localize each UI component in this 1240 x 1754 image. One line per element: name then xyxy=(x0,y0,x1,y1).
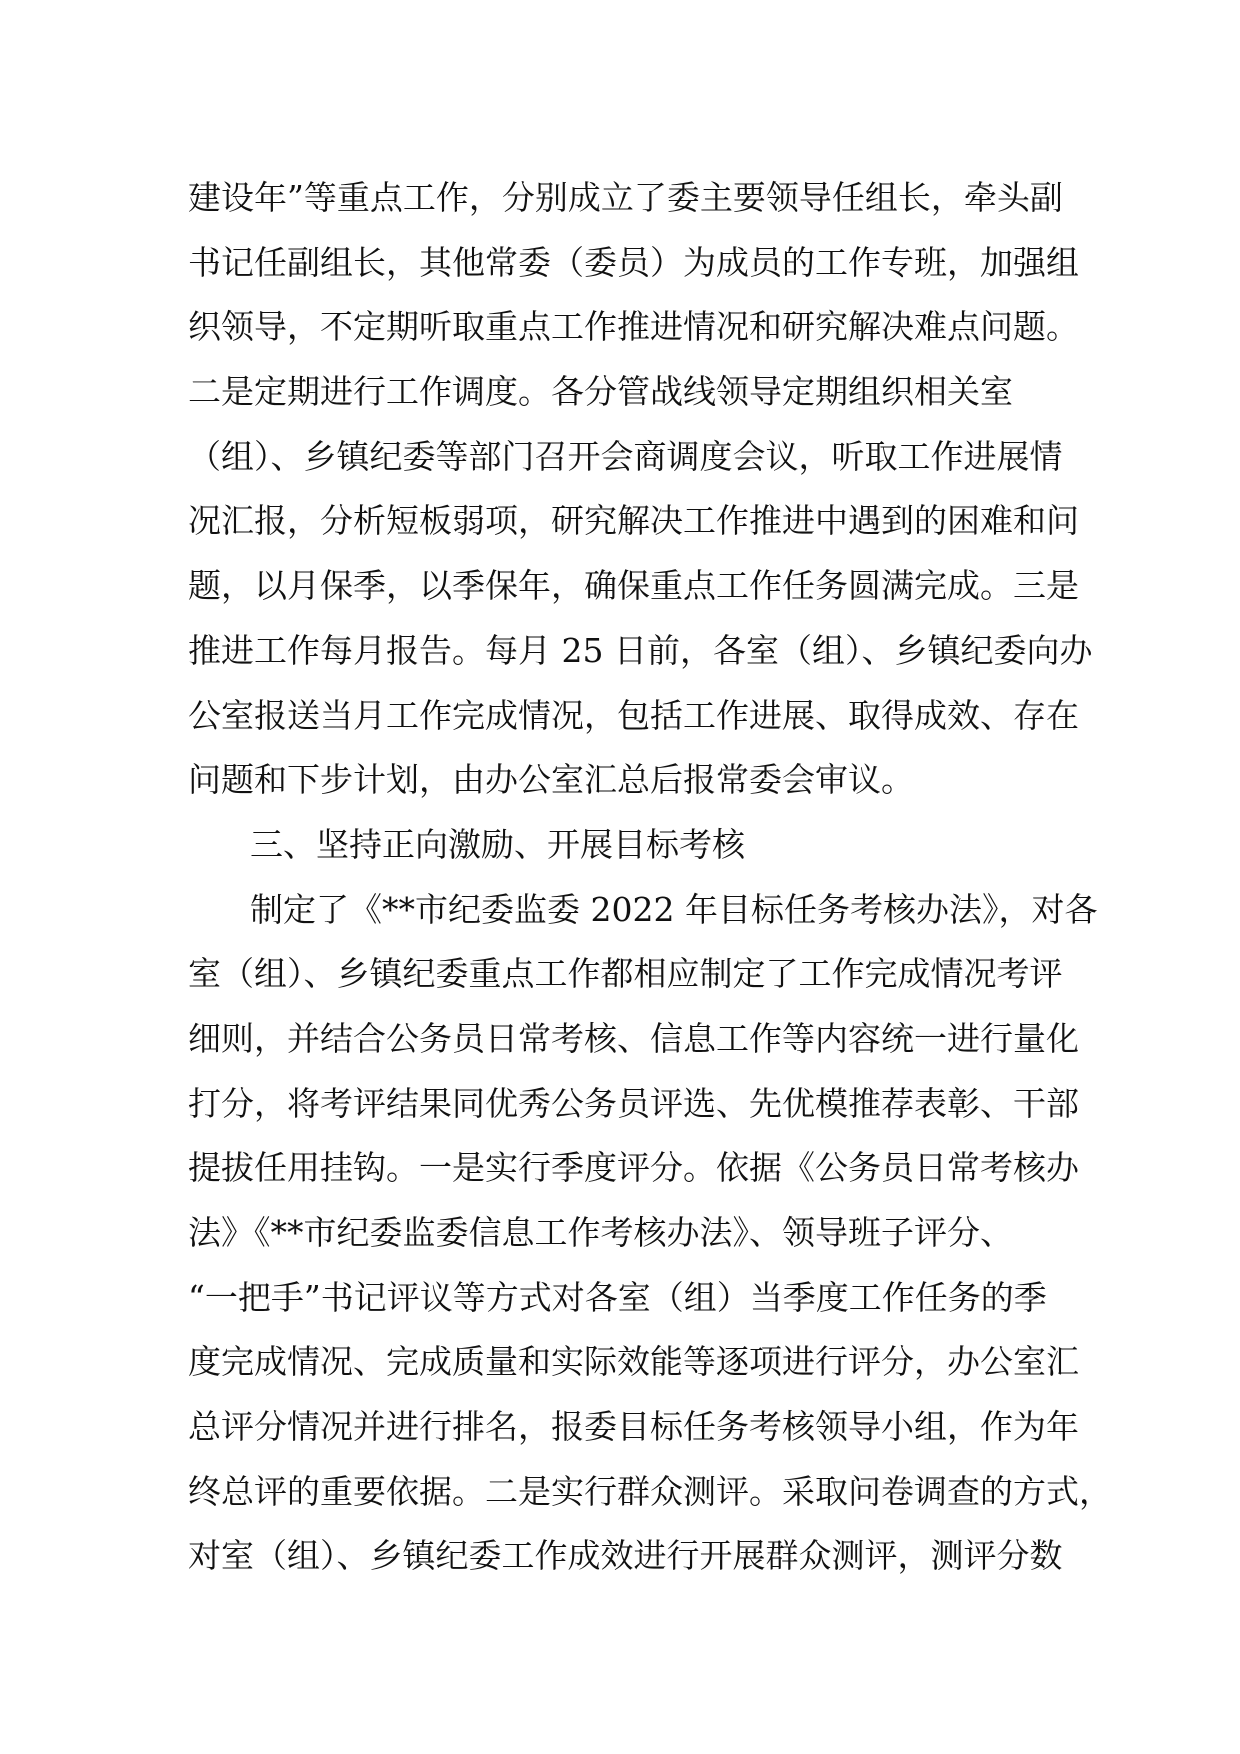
text-line: “一把手”书记评议等方式对各室（组）当季度工作任务的季 xyxy=(188,1277,1047,1317)
text-line: 制定了《**市纪委监委 2022 年目标任务考核办法》，对各 xyxy=(250,889,1098,929)
text-line: 打分，将考评结果同优秀公务员评选、先优模推荐表彰、干部 xyxy=(188,1083,1079,1123)
text-line: 况汇报，分析短板弱项，研究解决工作推进中遇到的困难和问 xyxy=(188,501,1079,541)
text-line: 书记任副组长，其他常委（委员）为成员的工作专班，加强组 xyxy=(188,242,1079,282)
text-line: 二是定期进行工作调度。各分管战线领导定期组织相关室 xyxy=(188,372,1013,412)
text-line: 细则，并结合公务员日常考核、信息工作等内容统一进行量化 xyxy=(188,1018,1079,1058)
text-line: 总评分情况并进行排名，报委目标任务考核领导小组，作为年 xyxy=(188,1407,1079,1447)
text-line: 对室（组）、乡镇纪委工作成效进行开展群众测评，测评分数 xyxy=(188,1536,1063,1576)
text-line: 法》《**市纪委监委信息工作考核办法》、领导班子评分、 xyxy=(188,1213,1013,1252)
document-body xyxy=(188,166,1112,1589)
text-line: 推进工作每月报告。每月 25 日前，各室（组）、乡镇纪委向办 xyxy=(188,630,1093,670)
text-line: 公室报送当月工作完成情况，包括工作进展、取得成效、存在 xyxy=(188,695,1079,735)
section-heading: 三、坚持正向激励、开展目标考核 xyxy=(250,824,745,864)
text-line: （组）、乡镇纪委等部门召开会商调度会议，听取工作进展情 xyxy=(188,436,1063,476)
text-line: 终总评的重要依据。二是实行群众测评。采取问卷调查的方式， xyxy=(188,1471,1112,1511)
text-line: 度完成情况、完成质量和实际效能等逐项进行评分，办公室汇 xyxy=(188,1342,1079,1382)
text-line: 题，以月保季，以季保年，确保重点工作任务圆满完成。三是 xyxy=(188,566,1079,606)
text-line: 问题和下步计划，由办公室汇总后报常委会审议。 xyxy=(188,760,914,800)
text-line: 建设年”等重点工作，分别成立了委主要领导任组长，牵头副 xyxy=(188,178,1063,217)
text-line: 室（组）、乡镇纪委重点工作都相应制定了工作完成情况考评 xyxy=(188,954,1063,994)
text-line: 织领导，不定期听取重点工作推进情况和研究解决难点问题。 xyxy=(188,307,1079,347)
text-line: 提拔任用挂钩。一是实行季度评分。依据《公务员日常考核办 xyxy=(188,1148,1079,1188)
